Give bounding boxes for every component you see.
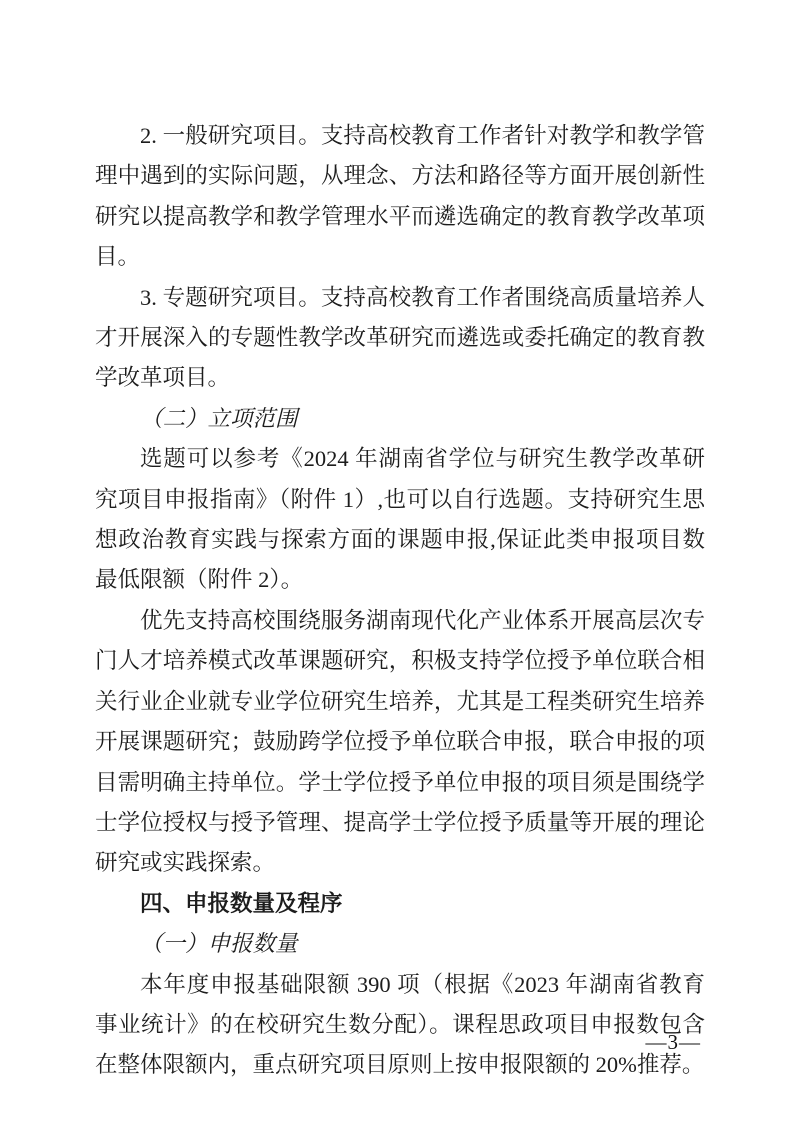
document-body: [95, 116, 705, 1086]
body-paragraph: 优先支持高校围绕服务湖南现代化产业体系开展高层次专门人才培养模式改革课题研究，积极支持学位授予单位联合相关行业企业就专业学位研究生培养，尤其是工程类研究生培养开展课题研究；鼓励跨学位授予单位联合申报，联合申报的项目需明确主持单位。学士学位授予单位申报的项目须是围绕学士学位授权与授予管理、提高学士学位授予质量等开展的理论研究或实践探索。: [95, 607, 705, 876]
subsection-heading: （二）立项范围: [140, 405, 298, 431]
body-paragraph: 2. 一般研究项目。支持高校教育工作者针对教学和教学管理中遇到的实际问题，从理念、方法和路径等方面开展创新性研究以提高教学和教学管理水平而遴选确定的教育教学改革项目。: [95, 123, 705, 270]
body-paragraph: 本年度申报基础限额 390 项（根据《2023 年湖南省教育事业统计》的在校研究生数分配）。课程思政项目申报数包含在整体限额内，重点研究项目原则上按申报限额的 20%推荐。: [95, 971, 705, 1078]
page-number: —3—: [645, 1030, 701, 1054]
subsection-heading: （一）申报数量: [140, 931, 298, 957]
section-heading: 四、申报数量及程序: [140, 890, 343, 916]
body-paragraph: 选题可以参考《2024 年湖南省学位与研究生教学改革研究项目申报指南》（附件 1）,也可以自行选题。支持研究生思想政治教育实践与探索方面的课题申报,保证此类申报项目数最低限额（附件 2）。: [95, 446, 705, 593]
body-paragraph: 3. 专题研究项目。支持高校教育工作者围绕高质量培养人才开展深入的专题性教学改革研究而遴选或委托确定的教育教学改革项目。: [95, 284, 705, 391]
